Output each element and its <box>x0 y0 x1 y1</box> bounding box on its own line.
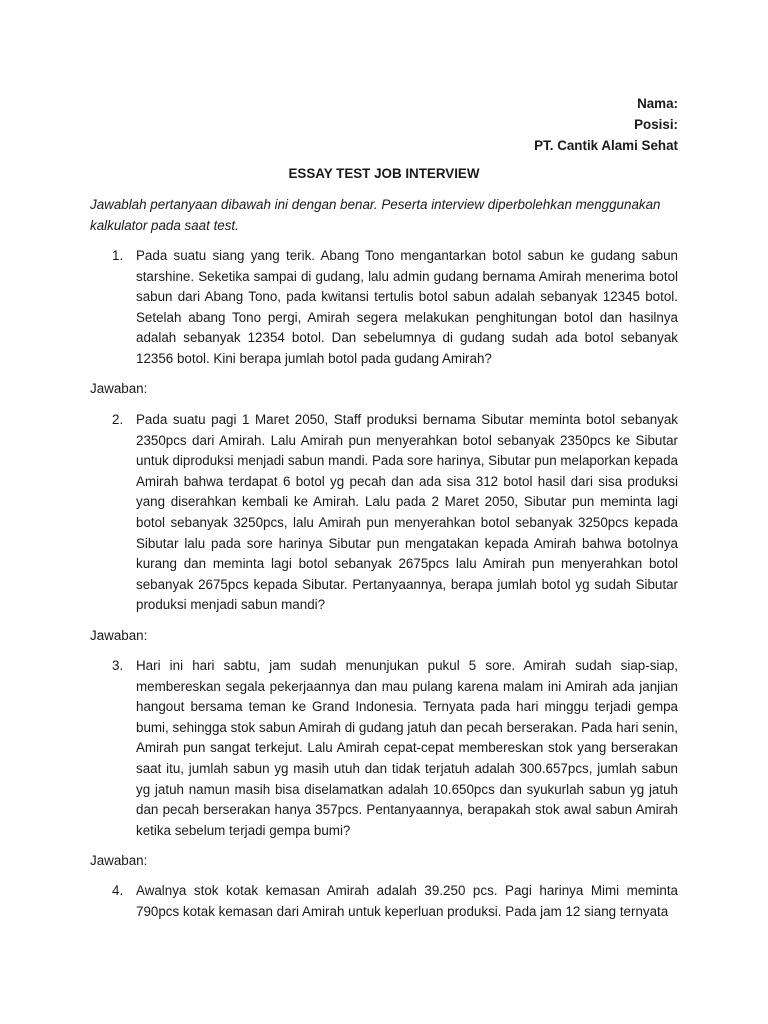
question-3 <box>90 656 678 841</box>
question-number: 2. <box>112 412 124 427</box>
question-number: 1. <box>112 248 124 263</box>
name-field-label: Nama: <box>637 96 678 111</box>
question-text: Hari ini hari sabtu, jam sudah menunjukan pukul 5 sore. Amirah sudah siap-siap, membereskan segala pekerjaannya dan mau pulang karena malam ini Amirah ada janjian hangout bersama teman ke Grand Indonesia. Ternyata pada hari minggu terjadi gempa bumi, sehingga stok sabun Amirah di gudang jatuh dan pecah berserakan. Pada hari senin, Amirah pun sangat terkejut. Lalu Amirah cepat-cepat membereskan stok yang berserakan saat itu, jumlah sabun yg masih utuh dan tidak terjatuh adalah 300.657pcs, jumlah sabun yg jatuh namun masih bisa diselamatkan adalah 10.650pcs dan syukurlah sabun yg jatuh dan pecah berserakan hanya 357pcs. Pentanyaannya, berapakah stok awal sabun Amirah ketika sebelum terjadi gempa bumi? <box>136 658 678 838</box>
answer-label-2: Jawaban: <box>90 628 148 643</box>
question-text: Awalnya stok kotak kemasan Amirah adalah 39.250 pcs. Pagi harinya Mimi meminta 790pcs kotak kemasan dari Amirah untuk keperluan produksi. Pada jam 12 siang ternyata <box>136 883 678 919</box>
question-4 <box>90 881 678 922</box>
question-number: 3. <box>112 658 124 673</box>
position-field-label: Posisi: <box>634 117 678 132</box>
document-title: ESSAY TEST JOB INTERVIEW <box>288 166 480 181</box>
answer-label-1: Jawaban: <box>90 381 148 396</box>
company-name: PT. Cantik Alami Sehat <box>534 138 678 153</box>
answer-label-3: Jawaban: <box>90 853 148 868</box>
question-number: 4. <box>112 883 124 898</box>
question-text: Pada suatu siang yang terik. Abang Tono mengantarkan botol sabun ke gudang sabun starshine. Seketika sampai di gudang, lalu admin gudang bernama Amirah menerima botol sabun dari Abang Tono, pada kwitansi tertulis botol sabun adalah sebanyak 12345 botol. Setelah abang Tono pergi, Amirah segera melakukan penghitungan botol dan hasilnya adalah sebanyak 12354 botol. Dan sebelumnya di gudang sudah ada botol sebanyak 12356 botol. Kini berapa jumlah botol pada gudang Amirah? <box>136 248 678 366</box>
question-text: Pada suatu pagi 1 Maret 2050, Staff produksi bernama Sibutar meminta botol sebanyak 2350pcs dari Amirah. Lalu Amirah pun menyerahkan botol sebanyak 2350pcs ke Sibutar untuk diproduksi menjadi sabun mandi. Pada sore harinya, Sibutar pun melaporkan kepada Amirah bahwa terdapat 6 botol yg pecah dan ada sisa 312 botol hasil dari sisa produksi yang diserahkan kembali ke Amirah. Lalu pada 2 Maret 2050, Sibutar pun meminta lagi botol sebanyak 3250pcs, lalu Amirah pun menyerahkan botol sebanyak 3250pcs kepada Sibutar lalu pada sore harinya Sibutar pun mengatakan kepada Amirah bahwa botolnya kurang dan meminta lagi botol sebanyak 2675pcs lalu Amirah pun menyerahkan botol sebanyak 2675pcs kepada Sibutar. Pertanyaannya, berapa jumlah botol yg sudah Sibutar produksi menjadi sabun mandi? <box>136 412 678 613</box>
header-block <box>534 93 678 156</box>
question-1 <box>90 246 678 370</box>
question-2 <box>90 410 678 616</box>
instructions: Jawablah pertanyaan dibawah ini dengan benar. Peserta interview diperbolehkan menggunakan kalkulator pada saat test. <box>90 197 661 233</box>
